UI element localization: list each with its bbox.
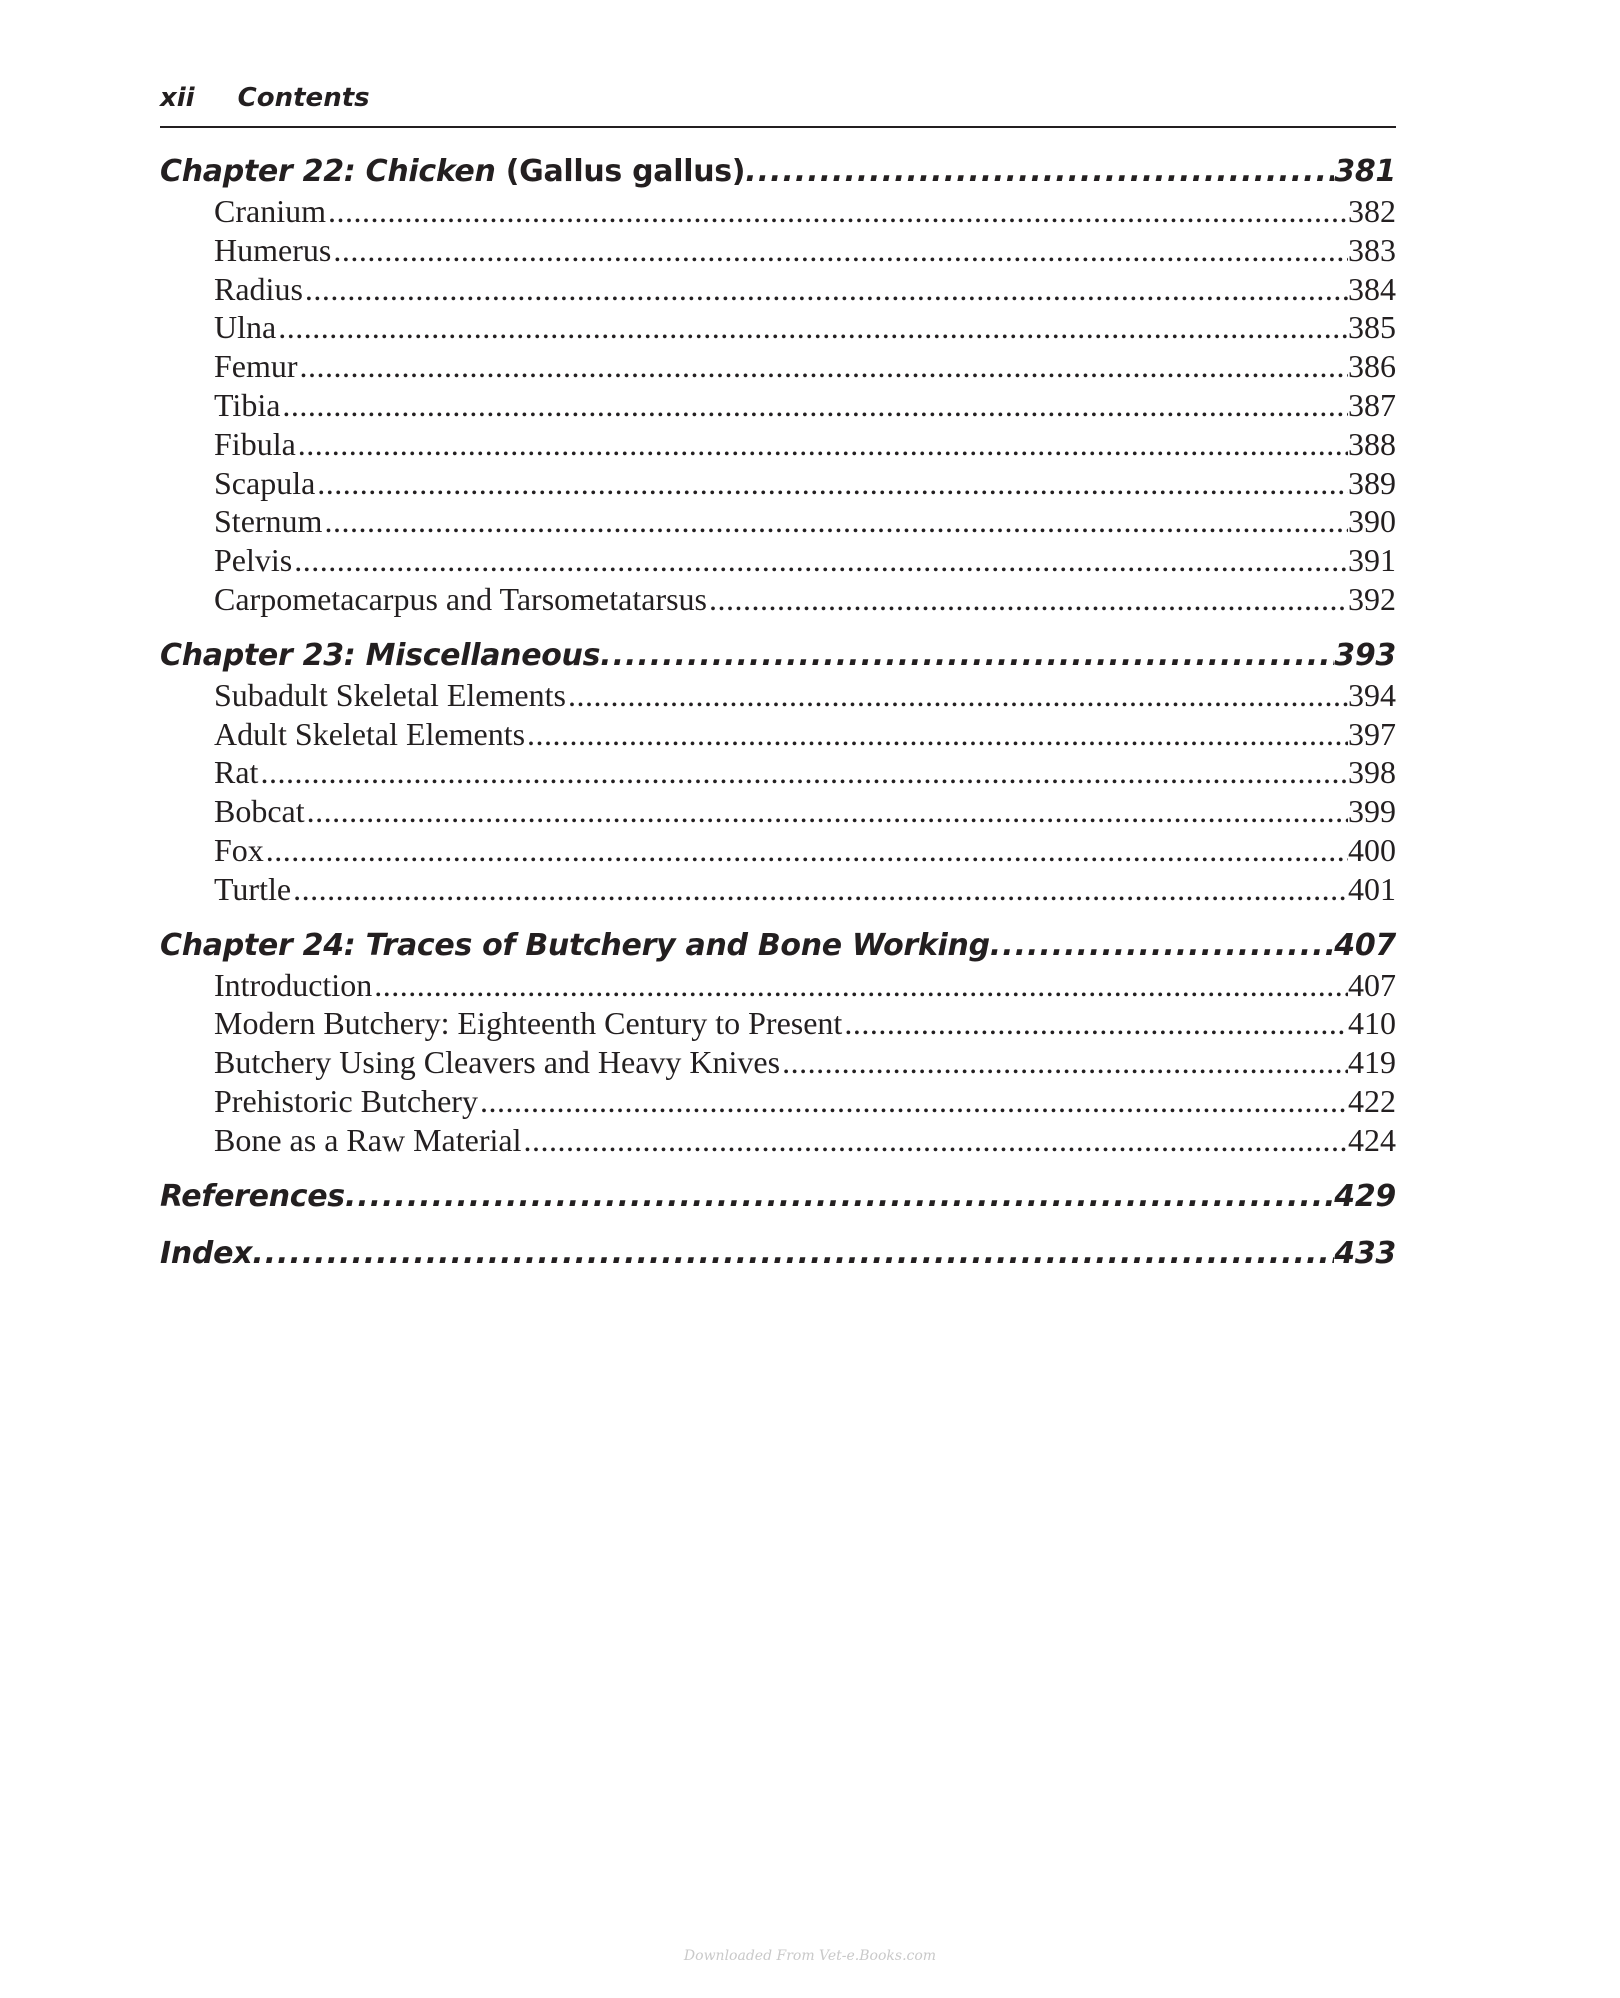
references-title: References [160, 1178, 345, 1214]
entry-page: 388 [1348, 425, 1396, 462]
entry-label: Modern Butchery: Eighteenth Century to Present [214, 1005, 843, 1042]
toc-entry[interactable] [160, 580, 1396, 619]
entry-page: 419 [1348, 1044, 1396, 1081]
toc-entry[interactable] [160, 231, 1396, 270]
entry-label: Adult Skeletal Elements [214, 715, 526, 752]
toc-entry[interactable] [160, 1004, 1396, 1043]
toc-entry[interactable] [160, 502, 1396, 541]
entry-label: Turtle [214, 870, 292, 907]
toc-section-chapter-24 [160, 926, 1396, 1160]
entry-page: 390 [1348, 503, 1396, 540]
toc-entry[interactable] [160, 1043, 1396, 1082]
toc-section-references [160, 1177, 1396, 1217]
chapter-page: 393 [1334, 637, 1396, 673]
toc-section-index [160, 1234, 1396, 1274]
entry-label: Rat [214, 754, 259, 791]
dot-leader [328, 192, 1348, 231]
entry-label: Ulna [214, 309, 277, 346]
dot-leader [307, 792, 1348, 831]
entry-label: Cranium [214, 193, 326, 229]
toc-entry[interactable] [160, 425, 1396, 464]
dot-leader [480, 1082, 1348, 1121]
dot-leader [709, 580, 1348, 619]
dot-leader [293, 870, 1348, 909]
dot-leader [600, 636, 1334, 676]
table-of-contents [160, 152, 1396, 1274]
entry-label: Humerus [214, 231, 332, 268]
entry-label: Carpometacarpus and Tarsometatarsus [214, 580, 707, 617]
entry-label: Fox [214, 831, 264, 868]
entry-page: 389 [1348, 464, 1396, 501]
dot-leader [252, 1234, 1334, 1274]
dot-leader [278, 308, 1348, 347]
entry-label: Radius [214, 270, 303, 307]
entry-label: Subadult Skeletal Elements [214, 676, 566, 713]
entry-label: Bone as a Raw Material [214, 1121, 522, 1158]
dot-leader [844, 1004, 1348, 1043]
entry-page: 392 [1348, 580, 1396, 617]
dot-leader [374, 966, 1348, 1005]
dot-leader [300, 347, 1348, 386]
entry-label: Femur [214, 348, 298, 385]
toc-entry[interactable] [160, 870, 1396, 909]
chapter-page: 381 [1334, 154, 1396, 189]
toc-entry[interactable] [160, 270, 1396, 309]
dot-leader [260, 753, 1348, 792]
entry-page: 400 [1348, 831, 1396, 868]
dot-leader [745, 152, 1334, 192]
entry-page: 401 [1348, 870, 1396, 907]
entry-page: 383 [1348, 231, 1396, 268]
toc-section-chapter-22 [160, 152, 1396, 619]
entry-page: 382 [1348, 193, 1396, 229]
entry-label: Scapula [214, 464, 316, 501]
entry-page: 394 [1348, 676, 1396, 713]
toc-entry[interactable] [160, 1121, 1396, 1160]
toc-entry[interactable] [160, 966, 1396, 1005]
dot-leader [305, 270, 1348, 309]
toc-entry[interactable] [160, 792, 1396, 831]
toc-entry[interactable] [160, 386, 1396, 425]
toc-entry[interactable] [160, 192, 1396, 231]
dot-leader [523, 1121, 1348, 1160]
dot-leader [298, 425, 1348, 464]
entry-page: 386 [1348, 348, 1396, 385]
entry-page: 397 [1348, 715, 1396, 752]
toc-entry[interactable] [160, 464, 1396, 503]
toc-entry[interactable] [160, 831, 1396, 870]
dot-leader [282, 386, 1348, 425]
toc-entry[interactable] [160, 541, 1396, 580]
dot-leader [990, 926, 1334, 966]
dot-leader [266, 831, 1348, 870]
entry-label: Introduction [214, 966, 373, 1003]
entry-page: 387 [1348, 386, 1396, 423]
toc-entry[interactable] [160, 347, 1396, 386]
chapter-title: Chapter 23: Miscellaneous [160, 637, 601, 673]
entry-page: 407 [1348, 966, 1396, 1003]
toc-entry[interactable] [160, 715, 1396, 754]
dot-leader [324, 502, 1348, 541]
toc-section-chapter-23 [160, 636, 1396, 909]
references-page: 429 [1334, 1178, 1396, 1214]
dot-leader [568, 676, 1348, 715]
toc-chapter-23[interactable] [160, 636, 1396, 676]
download-watermark: Downloaded From Vet-e.Books.com [683, 1948, 937, 1964]
toc-references[interactable] [160, 1177, 1396, 1217]
toc-index[interactable] [160, 1234, 1396, 1274]
entry-label: Butchery Using Cleavers and Heavy Knives [214, 1044, 781, 1081]
index-page: 433 [1334, 1235, 1396, 1271]
entry-page: 399 [1348, 793, 1396, 830]
entry-page: 410 [1348, 1005, 1396, 1042]
entry-page: 391 [1348, 542, 1396, 579]
chapter-title: Chapter 22: Chicken [160, 154, 496, 189]
toc-chapter-24[interactable] [160, 926, 1396, 966]
entry-label: Fibula [214, 425, 296, 462]
toc-chapter-22[interactable] [160, 152, 1396, 192]
toc-entry[interactable] [160, 308, 1396, 347]
dot-leader [527, 715, 1348, 754]
dot-leader [317, 464, 1348, 503]
chapter-page: 407 [1334, 927, 1396, 963]
chapter-scientific-name: (Gallus gallus) [505, 154, 746, 189]
index-title: Index [160, 1235, 253, 1271]
entry-label: Pelvis [214, 542, 293, 579]
page-header [160, 78, 1396, 128]
entry-page: 384 [1348, 270, 1396, 307]
dot-leader [782, 1043, 1348, 1082]
chapter-title: Chapter 24: Traces of Butchery and Bone Working [160, 927, 990, 963]
entry-label: Prehistoric Butchery [214, 1082, 478, 1119]
dot-leader [345, 1177, 1334, 1217]
toc-entry[interactable] [160, 676, 1396, 715]
toc-entry[interactable] [160, 753, 1396, 792]
running-title: Contents [237, 83, 370, 113]
dot-leader [333, 231, 1348, 270]
entry-page: 398 [1348, 754, 1396, 791]
entry-label: Tibia [214, 386, 281, 423]
entry-page: 424 [1348, 1121, 1396, 1158]
entry-page: 385 [1348, 309, 1396, 346]
dot-leader [294, 541, 1348, 580]
entry-label: Bobcat [214, 793, 305, 830]
entry-page: 422 [1348, 1082, 1396, 1119]
page-folio: xii [160, 83, 195, 113]
entry-label: Sternum [214, 503, 323, 540]
toc-entry[interactable] [160, 1082, 1396, 1121]
